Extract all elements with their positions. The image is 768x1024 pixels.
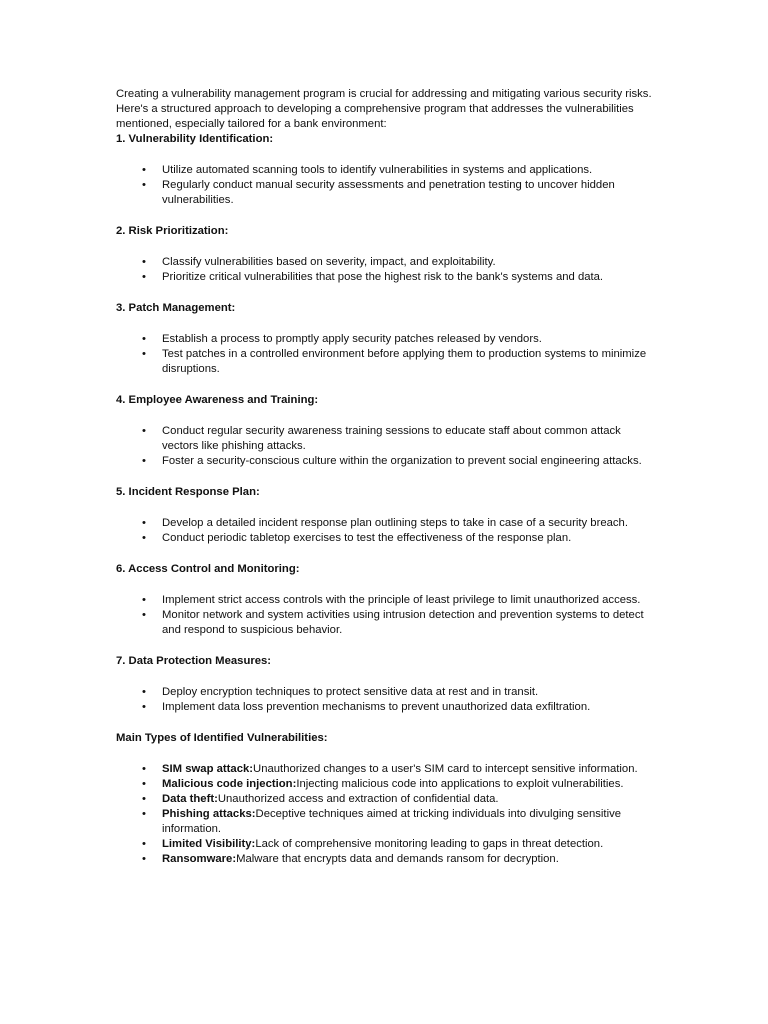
vulnerability-description: Unauthorized access and extraction of confidential data. (217, 793, 499, 805)
section-heading: 7. Data Protection Measures: (116, 655, 272, 667)
section (116, 224, 656, 285)
bullet-icon: • (142, 425, 146, 437)
bullet-icon: • (142, 455, 146, 467)
section (116, 654, 656, 715)
list-item: • Regularly conduct manual security assessments and penetration testing to uncover hidden vulnerabilities. (116, 178, 656, 208)
vulnerability-term: Ransomware: (162, 853, 237, 865)
vulnerabilities-section (116, 731, 656, 867)
bullet-icon: • (142, 271, 146, 283)
bullet-icon: • (142, 532, 146, 544)
bullet-icon: • (142, 348, 146, 360)
bullet-list (116, 593, 656, 638)
section (116, 485, 656, 546)
bullet-icon: • (142, 686, 146, 698)
intro-paragraph: Creating a vulnerability management program is crucial for addressing and mitigating various security risks. Here's a structured approach to developing a comprehensive program that addresses the vulnerabilities mentioned, especially tailored for a bank environment: (116, 88, 652, 130)
vulnerability-description: Injecting malicious code into applications to exploit vulnerabilities. (296, 778, 624, 790)
list-item: • Conduct regular security awareness training sessions to educate staff about common attack vectors like phishing attacks. (116, 424, 656, 454)
bullet-list (116, 332, 656, 377)
vulnerability-term: SIM swap attack: (162, 763, 254, 775)
vulnerability-description: Malware that encrypts data and demands ransom for decryption. (236, 853, 559, 865)
section-heading: 1. Vulnerability Identification: (116, 133, 274, 145)
list-item: • Develop a detailed incident response plan outlining steps to take in case of a security breach. (116, 516, 656, 531)
bullet-icon: • (142, 609, 146, 621)
list-item: • Foster a security-conscious culture within the organization to prevent social engineering attacks. (116, 454, 656, 469)
vulnerability-term: Limited Visibility: (162, 838, 256, 850)
list-item (116, 792, 656, 807)
bullet-icon: • (142, 808, 146, 820)
list-item: • Monitor network and system activities using intrusion detection and prevention systems to detect and respond to suspicious behavior. (116, 608, 656, 638)
list-item: • Implement strict access controls with the principle of least privilege to limit unauthorized access. (116, 593, 656, 608)
bullet-list (116, 685, 656, 715)
bullet-icon: • (142, 256, 146, 268)
bullet-icon: • (142, 594, 146, 606)
vulnerability-description: Deceptive techniques aimed at tricking individuals into divulging sensitive information. (162, 808, 622, 835)
section (116, 301, 656, 377)
list-item (116, 777, 656, 792)
bullet-icon: • (142, 793, 146, 805)
bullet-icon: • (142, 701, 146, 713)
list-item: • Test patches in a controlled environment before applying them to production systems to minimize disruptions. (116, 347, 656, 377)
bullet-icon: • (142, 763, 146, 775)
section-heading: 3. Patch Management: (116, 302, 236, 314)
section-heading: 6. Access Control and Monitoring: (116, 563, 300, 575)
list-item: • Deploy encryption techniques to protect sensitive data at rest and in transit. (116, 685, 656, 700)
vulnerability-term: Data theft: (162, 793, 218, 805)
list-item: • Establish a process to promptly apply security patches released by vendors. (116, 332, 656, 347)
list-item: • Prioritize critical vulnerabilities that pose the highest risk to the bank's systems and data. (116, 270, 656, 285)
bullet-icon: • (142, 778, 146, 790)
list-item: • Conduct periodic tabletop exercises to test the effectiveness of the response plan. (116, 531, 656, 546)
bullet-list (116, 255, 656, 285)
list-item (116, 852, 656, 867)
bullet-icon: • (142, 853, 146, 865)
vulnerability-term: Phishing attacks: (162, 808, 256, 820)
bullet-list (116, 516, 656, 546)
list-item (116, 807, 656, 837)
vulnerability-description: Unauthorized changes to a user's SIM card to intercept sensitive information. (253, 763, 638, 775)
section-heading: 5. Incident Response Plan: (116, 486, 260, 498)
list-item: • Implement data loss prevention mechanisms to prevent unauthorized data exfiltration. (116, 700, 656, 715)
bullet-icon: • (142, 333, 146, 345)
vulnerability-term: Malicious code injection: (162, 778, 297, 790)
vulnerability-description: Lack of comprehensive monitoring leading to gaps in threat detection. (255, 838, 604, 850)
bullet-icon: • (142, 179, 146, 191)
section (116, 562, 656, 638)
section-heading: Main Types of Identified Vulnerabilities: (116, 732, 328, 744)
list-item (116, 837, 656, 852)
section (116, 393, 656, 469)
section (116, 132, 656, 208)
bullet-icon: • (142, 517, 146, 529)
list-item: • Utilize automated scanning tools to identify vulnerabilities in systems and applications. (116, 163, 656, 178)
bullet-icon: • (142, 164, 146, 176)
bullet-list (116, 163, 656, 208)
bullet-icon: • (142, 838, 146, 850)
bullet-list (116, 424, 656, 469)
list-item: • Classify vulnerabilities based on severity, impact, and exploitability. (116, 255, 656, 270)
section-heading: 2. Risk Prioritization: (116, 225, 229, 237)
vulnerability-list (116, 762, 656, 867)
section-heading: 4. Employee Awareness and Training: (116, 394, 319, 406)
list-item (116, 762, 656, 777)
document-body (116, 87, 656, 867)
